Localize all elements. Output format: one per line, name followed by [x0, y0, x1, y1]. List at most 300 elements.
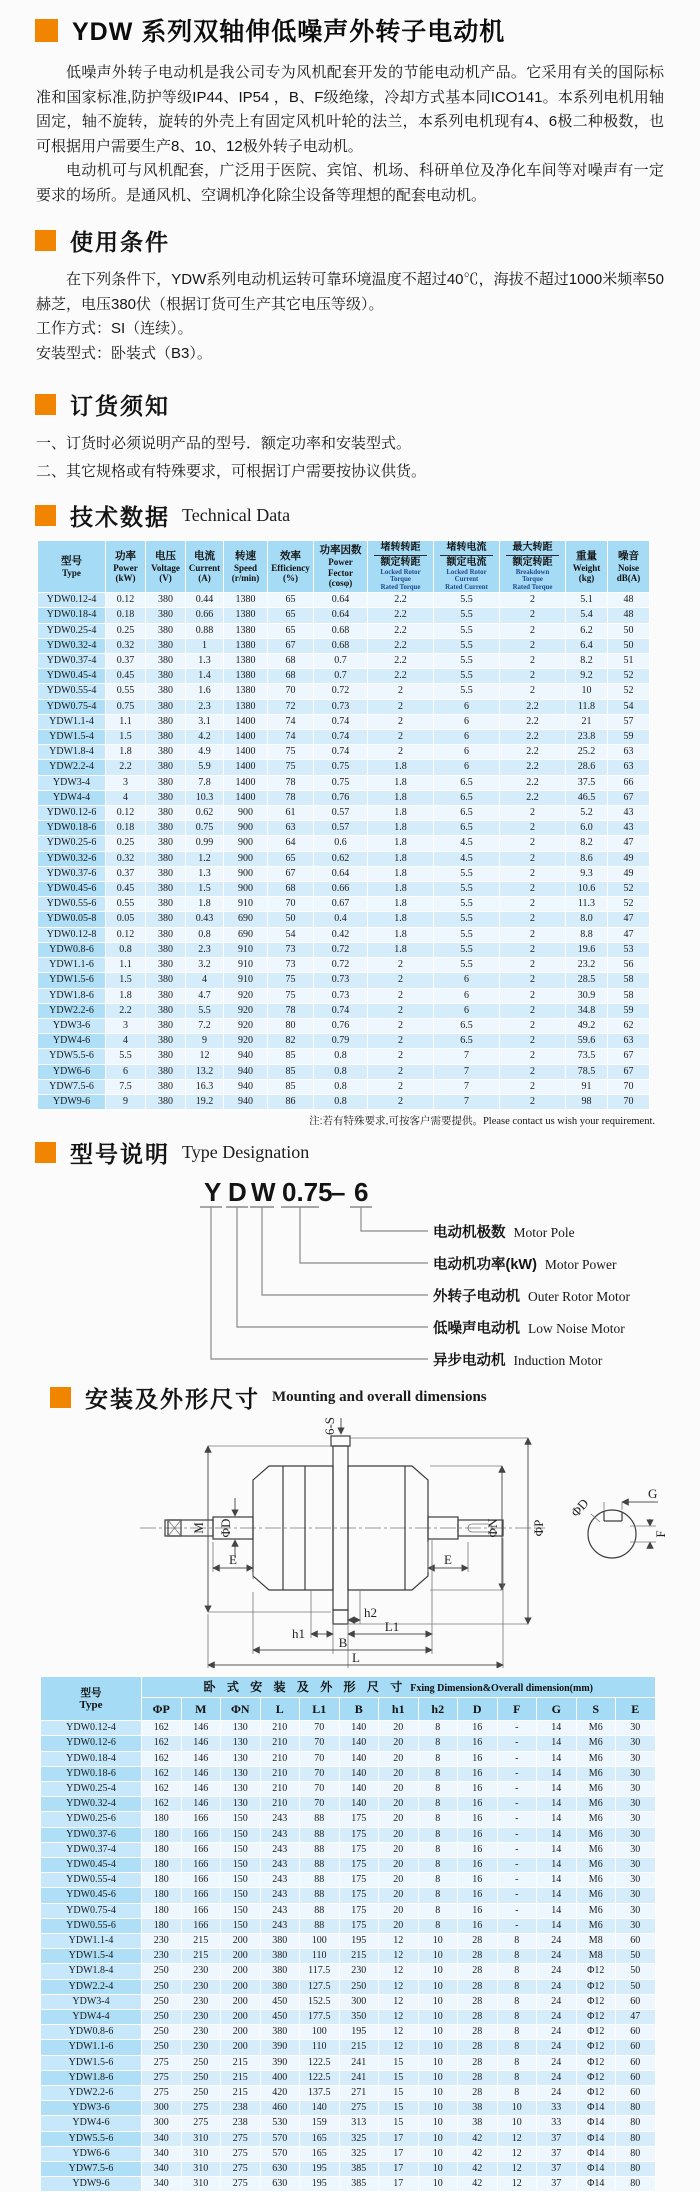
value-cell: 570	[260, 2131, 300, 2146]
value-cell: 920	[224, 988, 268, 1003]
value-cell: 1.8	[368, 760, 434, 775]
model-cell: YDW0.12-6	[41, 1736, 142, 1751]
value-cell: 5.5	[434, 608, 500, 623]
value-cell: 8	[418, 1918, 458, 1933]
value-cell: 70	[300, 1736, 340, 1751]
value-cell: 2	[500, 882, 566, 897]
value-cell: 67	[608, 790, 650, 805]
value-cell: 2	[500, 927, 566, 942]
value-cell: 241	[339, 2055, 379, 2070]
value-cell: 47	[608, 836, 650, 851]
value-cell: 210	[260, 1797, 300, 1812]
value-cell: 17	[379, 2177, 419, 2192]
value-cell: 70	[608, 1079, 650, 1094]
value-cell: 275	[221, 2162, 261, 2177]
value-cell: 20	[379, 1857, 419, 1872]
value-cell: 200	[221, 2040, 261, 2055]
value-cell: Φ14	[576, 2101, 616, 2116]
value-cell: 2	[500, 1079, 566, 1094]
model-cell: YDW1.5-4	[38, 730, 106, 745]
technical-data-table	[37, 540, 650, 1110]
value-cell: 215	[221, 2086, 261, 2101]
header-row	[41, 1677, 656, 1698]
value-cell: 146	[181, 1797, 221, 1812]
value-cell: 10	[418, 1979, 458, 1994]
value-cell: 0.67	[314, 897, 368, 912]
value-cell: 6	[434, 699, 500, 714]
value-cell: 243	[260, 1812, 300, 1827]
value-cell: 2	[500, 897, 566, 912]
table-row	[41, 1918, 656, 1933]
value-cell: 8	[418, 1812, 458, 1827]
value-cell: 117.5	[300, 1964, 340, 1979]
value-cell: 12	[379, 1979, 419, 1994]
value-cell: 2	[368, 973, 434, 988]
value-cell: 300	[142, 2116, 182, 2131]
value-cell: 10	[418, 2025, 458, 2040]
table-row	[41, 2162, 656, 2177]
value-cell: 88	[300, 1903, 340, 1918]
value-cell: 1.8	[368, 821, 434, 836]
value-cell: 68	[268, 882, 314, 897]
value-cell: 1380	[224, 593, 268, 608]
value-cell: 2	[368, 958, 434, 973]
value-cell: 70	[608, 1094, 650, 1109]
value-cell: 15	[379, 2101, 419, 2116]
value-cell: 450	[260, 1994, 300, 2009]
value-cell: 38	[458, 2101, 498, 2116]
value-cell: 98	[566, 1094, 608, 1109]
value-cell: 275	[221, 2177, 261, 2192]
value-cell: 1.8	[106, 988, 146, 1003]
section-heading: 安装及外形尺寸	[85, 1386, 260, 1413]
value-cell: 180	[142, 1888, 182, 1903]
value-cell: 380	[146, 988, 186, 1003]
model-cell: YDW0.55-6	[38, 897, 106, 912]
value-cell: 275	[181, 2101, 221, 2116]
table-row	[41, 2070, 656, 2085]
value-cell: 570	[260, 2146, 300, 2161]
value-cell: Φ14	[576, 2177, 616, 2192]
table-row	[41, 1736, 656, 1751]
column-header: 重量 Weight (kg)	[566, 541, 608, 593]
value-cell: 0.7	[314, 654, 368, 669]
value-cell: 380	[146, 699, 186, 714]
value-cell: 10	[497, 2101, 537, 2116]
table-row	[38, 699, 650, 714]
model-cell: YDW0.12-4	[41, 1721, 142, 1736]
column-header: 效率 Efficiency (%)	[268, 541, 314, 593]
table-row	[38, 1064, 650, 1079]
value-cell: 0.74	[314, 730, 368, 745]
value-cell: 24	[537, 2025, 577, 2040]
model-cell: YDW1.8-4	[41, 1964, 142, 1979]
value-cell: 8.2	[566, 836, 608, 851]
value-cell: 166	[181, 1918, 221, 1933]
table-row	[38, 973, 650, 988]
value-cell: 6	[434, 760, 500, 775]
value-cell: 30	[616, 1766, 656, 1781]
value-cell: 2	[500, 593, 566, 608]
value-cell: 8.2	[566, 654, 608, 669]
value-cell: 7	[434, 1079, 500, 1094]
value-cell: 250	[142, 1964, 182, 1979]
value-cell: 20	[379, 1797, 419, 1812]
column-header: 功率 Power (kW)	[106, 541, 146, 593]
value-cell: 175	[339, 1918, 379, 1933]
value-cell: 1.1	[106, 714, 146, 729]
value-cell: 30	[616, 1797, 656, 1812]
value-cell: 46.5	[566, 790, 608, 805]
model-cell: YDW2.2-6	[41, 2086, 142, 2101]
value-cell: -	[497, 1827, 537, 1842]
value-cell: 30	[616, 1812, 656, 1827]
value-cell: 10	[418, 2101, 458, 2116]
value-cell: 2	[368, 730, 434, 745]
model-cell: YDW4-4	[38, 790, 106, 805]
value-cell: 78	[268, 790, 314, 805]
value-cell: 19.2	[186, 1094, 224, 1109]
value-cell: 2	[500, 806, 566, 821]
value-cell: 80	[616, 2162, 656, 2177]
orange-square-icon	[35, 505, 56, 526]
value-cell: 70	[300, 1797, 340, 1812]
value-cell: 0.75	[314, 775, 368, 790]
code-letter-d: D	[228, 1177, 247, 1208]
value-cell: 67	[268, 866, 314, 881]
value-cell: 2	[500, 821, 566, 836]
model-cell: YDW0.75-4	[38, 699, 106, 714]
value-cell: 8	[418, 1888, 458, 1903]
model-cell: YDW7.5-6	[41, 2162, 142, 2177]
section-heading: 技术数据	[70, 504, 170, 530]
value-cell: 166	[181, 1888, 221, 1903]
value-cell: 2	[368, 1003, 434, 1018]
designation-lines	[0, 1173, 700, 1375]
value-cell: 0.8	[314, 1064, 368, 1079]
value-cell: 63	[608, 745, 650, 760]
header-row	[38, 541, 650, 593]
value-cell: 200	[221, 2025, 261, 2040]
value-cell: 12	[497, 2162, 537, 2177]
value-cell: Φ12	[576, 2086, 616, 2101]
value-cell: 350	[339, 2009, 379, 2024]
value-cell: 8	[418, 1766, 458, 1781]
model-cell: YDW6-6	[38, 1064, 106, 1079]
model-cell: YDW0.37-4	[41, 1842, 142, 1857]
value-cell: 146	[181, 1751, 221, 1766]
value-cell: 230	[181, 1994, 221, 2009]
model-cell: YDW1.1-6	[38, 958, 106, 973]
value-cell: 100	[300, 1933, 340, 1948]
designation-label	[433, 1253, 617, 1274]
value-cell: 75	[268, 760, 314, 775]
value-cell: 88	[300, 1873, 340, 1888]
table-row	[38, 988, 650, 1003]
value-cell: 8	[418, 1736, 458, 1751]
value-cell: 82	[268, 1034, 314, 1049]
value-cell: 0.25	[106, 836, 146, 851]
value-cell: 14	[537, 1903, 577, 1918]
value-cell: 2	[368, 699, 434, 714]
value-cell: 0.8	[106, 942, 146, 957]
value-cell: 50	[608, 623, 650, 638]
value-cell: 1.8	[368, 897, 434, 912]
value-cell: 8	[497, 1933, 537, 1948]
value-cell: 14	[537, 1736, 577, 1751]
value-cell: 5.5	[434, 866, 500, 881]
value-cell: 250	[142, 2040, 182, 2055]
intro-paragraph-1: 低噪声外转子电动机是我公司专为风机配套开发的节能电动机产品。它采用有关的国际标准和国家标准,防护等级IP44、IP54 ，B、F级绝缘，冷却方式基本同ICO141。本系列电机用轴固定，轴不旋转，旋转的外壳上有固定风机叶轮的法兰，本系列电机现有4、6极二种极数，也可根据用户需要生产8、10、12极外转子电动机。	[36, 64, 664, 155]
value-cell: 380	[260, 2025, 300, 2040]
dim-label-h2: h2	[364, 1605, 377, 1621]
value-cell: 380	[146, 714, 186, 729]
value-cell: 1.6	[186, 684, 224, 699]
value-cell: 5.5	[434, 684, 500, 699]
value-cell: 150	[221, 1842, 261, 1857]
value-cell: 5.1	[566, 593, 608, 608]
model-cell: YDW3-4	[38, 775, 106, 790]
value-cell: 30	[616, 1751, 656, 1766]
value-cell: 215	[339, 1949, 379, 1964]
value-cell: 2.2	[106, 760, 146, 775]
value-cell: 5.5	[434, 897, 500, 912]
column-header: L	[260, 1698, 300, 1721]
value-cell: 380	[146, 654, 186, 669]
table-row	[38, 806, 650, 821]
value-cell: 16	[458, 1781, 498, 1796]
dim-label-phin: ΦN	[485, 1518, 500, 1538]
value-cell: 12	[379, 1994, 419, 2009]
value-cell: 12	[379, 1933, 419, 1948]
value-cell: 3.1	[186, 714, 224, 729]
value-cell: 146	[181, 1766, 221, 1781]
value-cell: -	[497, 1736, 537, 1751]
value-cell: 1380	[224, 684, 268, 699]
value-cell: 10	[418, 2055, 458, 2070]
value-cell: 0.66	[314, 882, 368, 897]
value-cell: 275	[339, 2101, 379, 2116]
value-cell: 1.2	[186, 851, 224, 866]
dim-label-m: M	[191, 1522, 206, 1534]
value-cell: 210	[260, 1736, 300, 1751]
value-cell: M6	[576, 1918, 616, 1933]
code-letter-w: W	[251, 1177, 276, 1208]
value-cell: 8	[497, 2009, 537, 2024]
value-cell: 630	[260, 2177, 300, 2192]
value-cell: 0.4	[314, 912, 368, 927]
value-cell: 66	[608, 775, 650, 790]
value-cell: 28	[458, 1979, 498, 1994]
value-cell: 0.55	[106, 684, 146, 699]
value-cell: 900	[224, 851, 268, 866]
value-cell: 250	[142, 2025, 182, 2040]
value-cell: 54	[608, 699, 650, 714]
value-cell: M8	[576, 1949, 616, 1964]
value-cell: 47	[616, 2009, 656, 2024]
value-cell: 24	[537, 2070, 577, 2085]
value-cell: 175	[339, 1873, 379, 1888]
value-cell: 0.18	[106, 821, 146, 836]
dimension-table-body	[41, 1721, 656, 2192]
model-cell: YDW0.18-6	[38, 821, 106, 836]
value-cell: 17	[379, 2146, 419, 2161]
value-cell: 2.2	[368, 608, 434, 623]
value-cell: Φ12	[576, 2070, 616, 2085]
model-cell: YDW0.12-8	[38, 927, 106, 942]
value-cell: 2	[500, 851, 566, 866]
value-cell: 57	[608, 714, 650, 729]
model-cell: YDW0.55-4	[38, 684, 106, 699]
value-cell: 271	[339, 2086, 379, 2101]
value-cell: 8	[418, 1903, 458, 1918]
value-cell: 14	[537, 1781, 577, 1796]
dimension-table-head	[41, 1677, 656, 1721]
value-cell: 380	[146, 790, 186, 805]
value-cell: 7.2	[186, 1018, 224, 1033]
value-cell: 380	[146, 1018, 186, 1033]
table-row	[41, 1873, 656, 1888]
value-cell: 68	[268, 669, 314, 684]
value-cell: 0.74	[314, 1003, 368, 1018]
value-cell: 910	[224, 958, 268, 973]
value-cell: 380	[260, 1964, 300, 1979]
model-cell: YDW6-6	[41, 2146, 142, 2161]
value-cell: Φ12	[576, 2025, 616, 2040]
value-cell: 0.12	[106, 806, 146, 821]
value-cell: 130	[221, 1797, 261, 1812]
value-cell: 60	[616, 2025, 656, 2040]
value-cell: 17	[379, 2162, 419, 2177]
value-cell: 12	[497, 2131, 537, 2146]
table-note-cn: 注:若有特殊要求,可按客户需要提供。	[309, 1115, 483, 1128]
value-cell: -	[497, 1812, 537, 1827]
value-cell: 340	[142, 2131, 182, 2146]
column-header: 电流 Current (A)	[186, 541, 224, 593]
value-cell: 6.2	[566, 623, 608, 638]
value-cell: 340	[142, 2162, 182, 2177]
value-cell: 6	[434, 988, 500, 1003]
value-cell: 175	[339, 1888, 379, 1903]
value-cell: 910	[224, 897, 268, 912]
value-cell: 0.57	[314, 821, 368, 836]
value-cell: 80	[616, 2116, 656, 2131]
value-cell: 5.5	[434, 958, 500, 973]
value-cell: 940	[224, 1064, 268, 1079]
value-cell: 380	[146, 593, 186, 608]
model-cell: YDW2.2-4	[41, 1979, 142, 1994]
value-cell: 6.0	[566, 821, 608, 836]
value-cell: 0.8	[314, 1079, 368, 1094]
value-cell: 215	[181, 1933, 221, 1948]
dim-label-h1: h1	[292, 1626, 305, 1642]
value-cell: 380	[146, 821, 186, 836]
table-row	[38, 608, 650, 623]
value-cell: 0.7	[314, 669, 368, 684]
value-cell: 1.8	[368, 790, 434, 805]
value-cell: 1380	[224, 699, 268, 714]
value-cell: 58	[608, 973, 650, 988]
value-cell: 12	[379, 1964, 419, 1979]
value-cell: 630	[260, 2162, 300, 2177]
value-cell: 8	[418, 1797, 458, 1812]
designation-label-cn: 外转子电动机	[433, 1289, 520, 1306]
model-cell: YDW0.45-6	[41, 1888, 142, 1903]
value-cell: 37	[537, 2131, 577, 2146]
value-cell: 51	[608, 654, 650, 669]
value-cell: 0.55	[106, 897, 146, 912]
value-cell: 10	[418, 1949, 458, 1964]
dimension-table	[40, 1676, 656, 2192]
table-row	[41, 1994, 656, 2009]
model-cell: YDW0.8-6	[38, 942, 106, 957]
value-cell: 325	[339, 2131, 379, 2146]
value-cell: 2.2	[368, 654, 434, 669]
value-cell: 30	[616, 1873, 656, 1888]
value-cell: 2	[500, 836, 566, 851]
ordering-item-1: 一、订货时必须说明产品的型号．额定功率和安装型式。	[36, 435, 412, 452]
designation-label-en: Motor Power	[544, 1257, 617, 1273]
value-cell: 900	[224, 821, 268, 836]
value-cell: 13.2	[186, 1064, 224, 1079]
column-header: B	[339, 1698, 379, 1721]
value-cell: 2.3	[186, 942, 224, 957]
value-cell: 16	[458, 1918, 498, 1933]
value-cell: 33	[537, 2116, 577, 2131]
value-cell: 380	[146, 1049, 186, 1064]
type-header-en: Type	[79, 1698, 103, 1711]
value-cell: 210	[260, 1721, 300, 1736]
value-cell: 0.43	[186, 912, 224, 927]
value-cell: 80	[616, 2177, 656, 2192]
value-cell: 2	[500, 973, 566, 988]
value-cell: 7.5	[106, 1079, 146, 1094]
value-cell: 162	[142, 1781, 182, 1796]
value-cell: 2.2	[500, 699, 566, 714]
value-cell: 12	[379, 1949, 419, 1964]
type-header-cn: 型号	[80, 1686, 102, 1699]
model-cell: YDW0.55-4	[41, 1873, 142, 1888]
value-cell: 140	[339, 1736, 379, 1751]
value-cell: 122.5	[300, 2070, 340, 2085]
value-cell: 250	[142, 1979, 182, 1994]
value-cell: 2.2	[368, 593, 434, 608]
value-cell: 122.5	[300, 2055, 340, 2070]
value-cell: 52	[608, 669, 650, 684]
value-cell: 275	[221, 2131, 261, 2146]
value-cell: 12	[186, 1049, 224, 1064]
value-cell: 30	[616, 1736, 656, 1751]
value-cell: 12	[497, 2146, 537, 2161]
value-cell: 59	[608, 730, 650, 745]
value-cell: 14	[537, 1766, 577, 1781]
section-heading: 型号说明	[70, 1141, 170, 1168]
value-cell: 10	[418, 2040, 458, 2055]
table-row	[38, 958, 650, 973]
value-cell: 8	[497, 2070, 537, 2085]
value-cell: 5.4	[566, 608, 608, 623]
value-cell: 14	[537, 1888, 577, 1903]
value-cell: 0.42	[314, 927, 368, 942]
value-cell: 0.99	[186, 836, 224, 851]
value-cell: 0.32	[106, 638, 146, 653]
table-row	[38, 897, 650, 912]
value-cell: 24	[537, 1979, 577, 1994]
value-cell: 74	[268, 714, 314, 729]
section-heading-en: Type Designation	[182, 1142, 310, 1163]
value-cell: Φ12	[576, 2040, 616, 2055]
value-cell: 48	[608, 593, 650, 608]
